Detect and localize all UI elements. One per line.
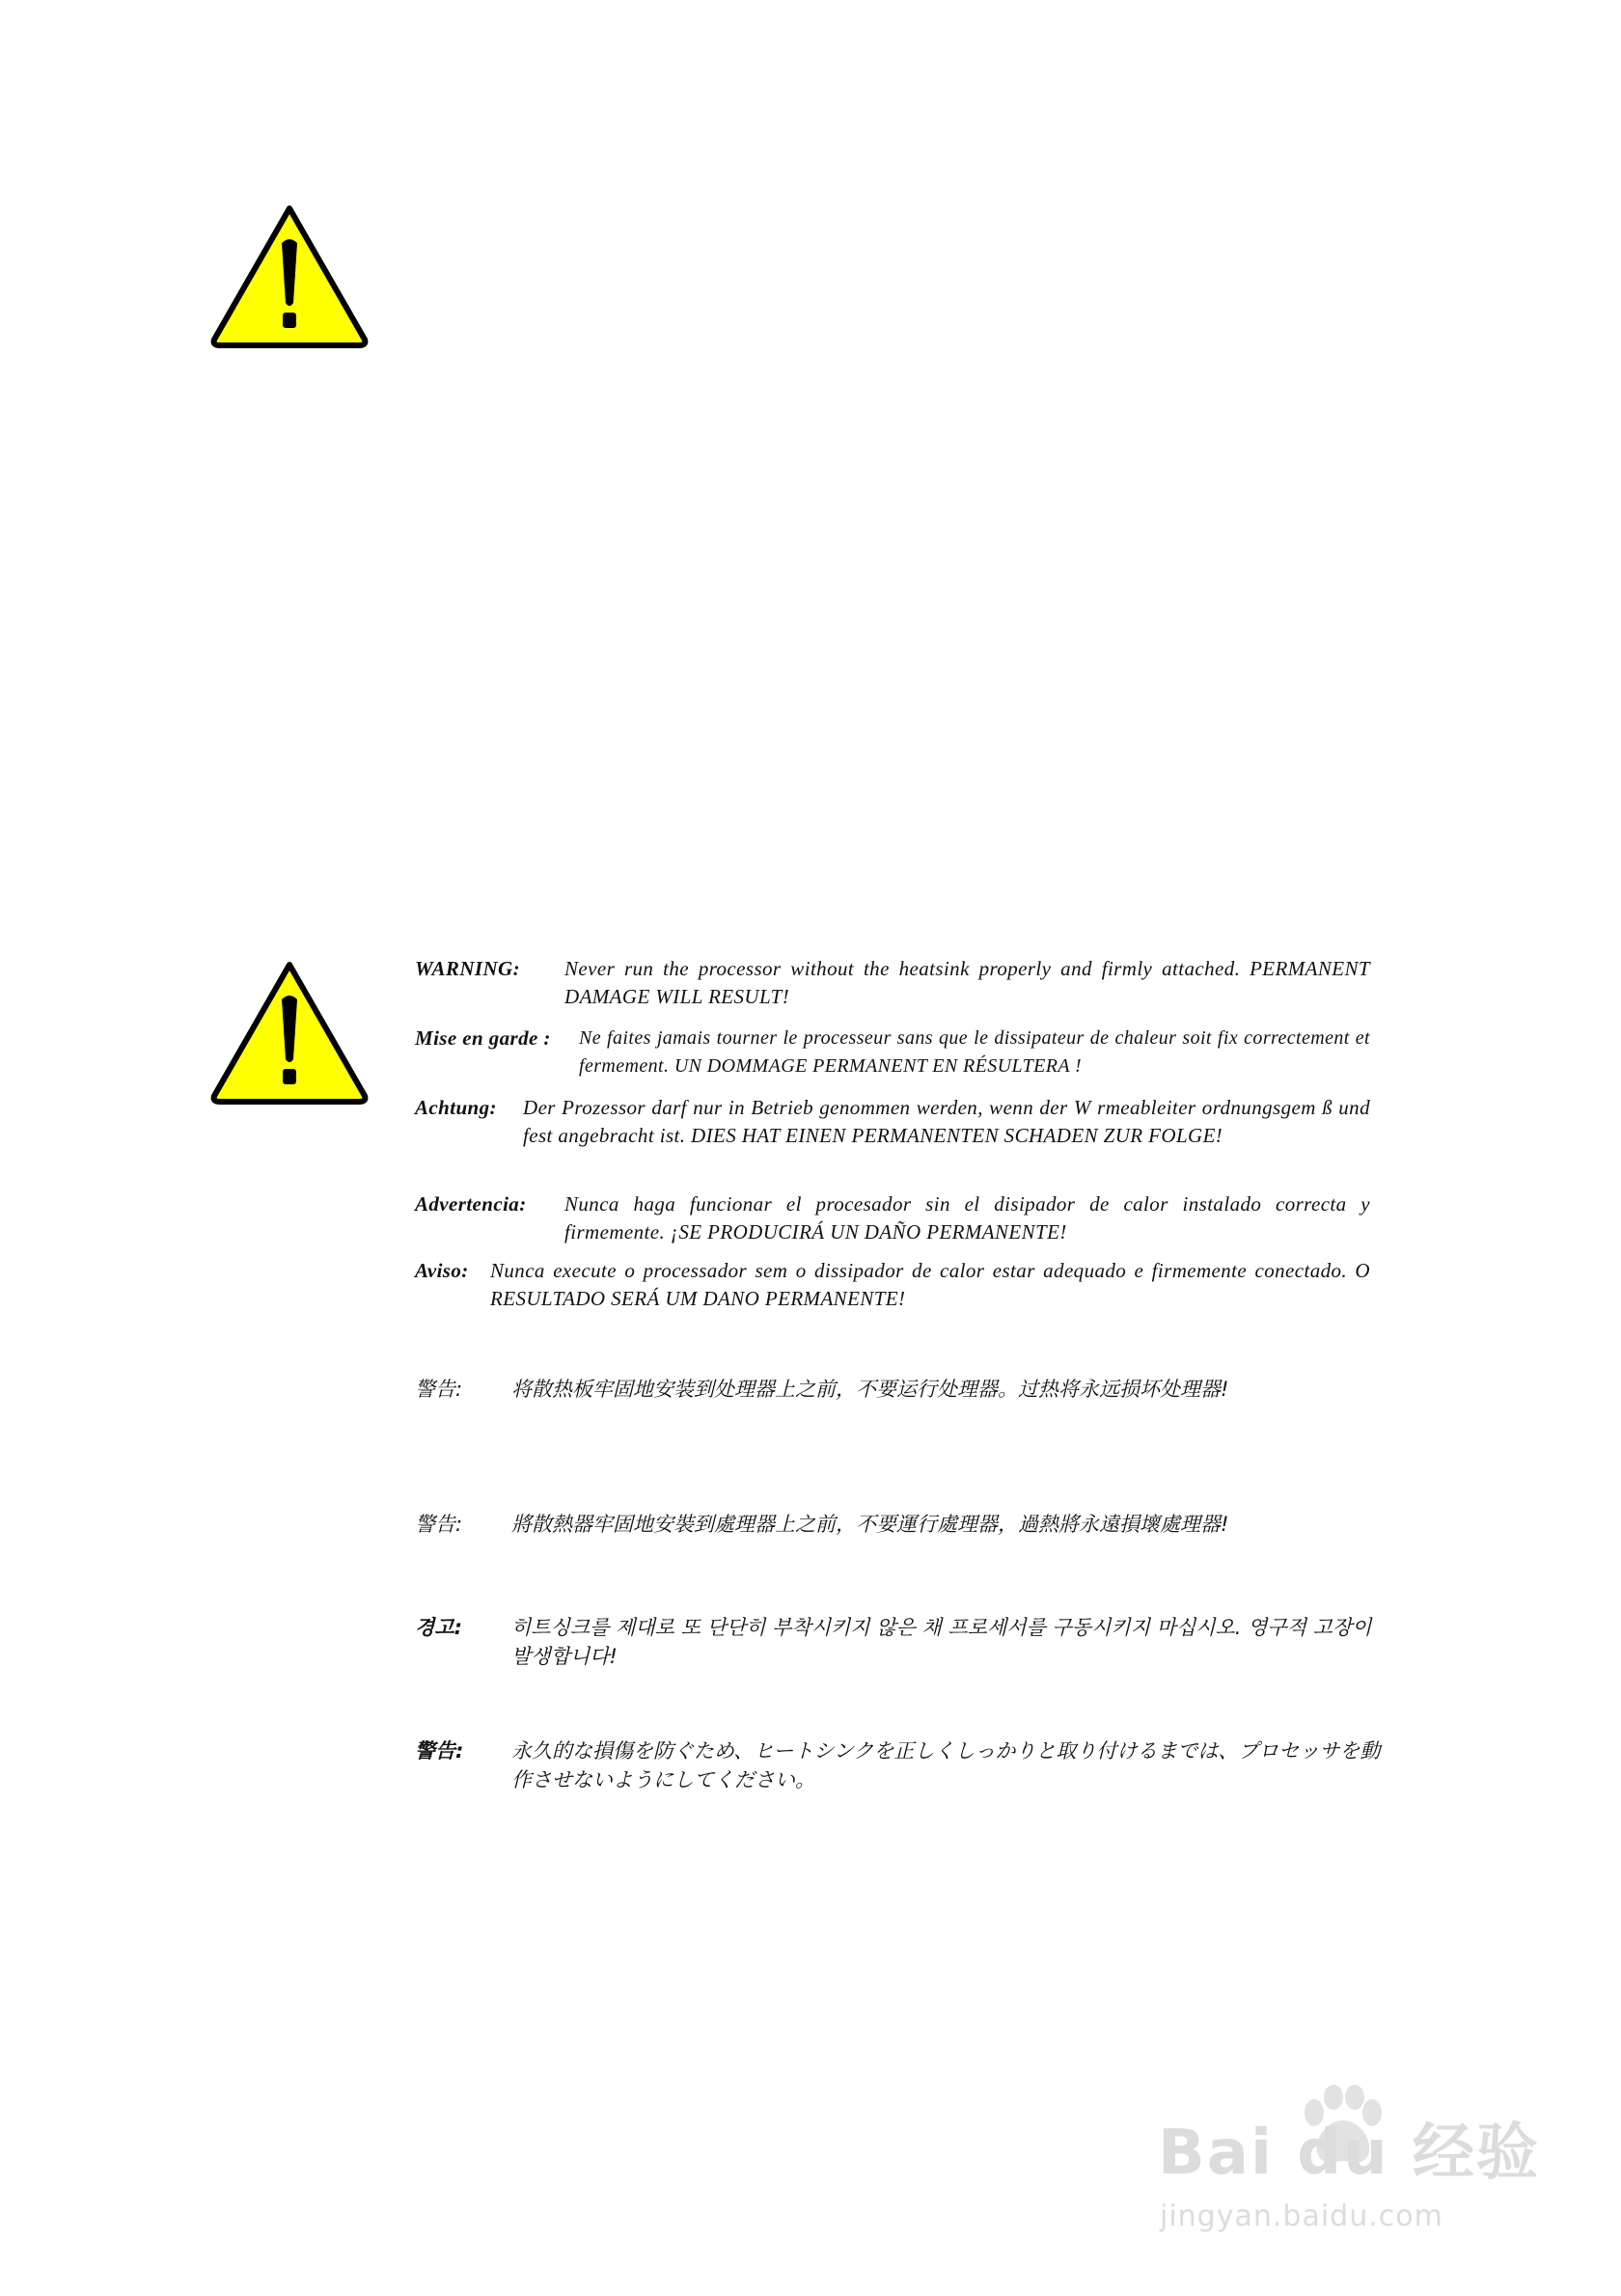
- warning-label: 警告:: [415, 1513, 463, 1536]
- warning-text: Nunca haga funcionar el procesador sin el disipador de calor instalado correcta y firmemente. ¡SE PRODUCIRÁ UN DAÑO PERMANENTE!: [564, 1192, 1370, 1244]
- watermark-logo-text: Bai du 经验: [1158, 2118, 1540, 2189]
- warning-text: Der Prozessor darf nur in Betrieb genommen werden, wenn der W rmeableiter ordnungsgem ß und fest angebracht ist. DIES HAT EINEN PERMANENTEN SCHADEN ZUR FOLGE!: [523, 1096, 1370, 1147]
- baidu-watermark: [1148, 2084, 1553, 2257]
- warning-label: 警告:: [415, 1739, 464, 1763]
- warning-text: 将散热板牢固地安装到处理器上之前，不要运行处理器。过热将永远损坏处理器!: [511, 1378, 1229, 1401]
- warning-label: WARNING:: [415, 957, 520, 980]
- warning-text: 히트싱크를 제대로 또 단단히 부착시키지 않은 채 프로세서를 구동시키지 마십시오. 영구적 고장이 발생합니다!: [511, 1616, 1372, 1668]
- warning-label: Achtung:: [415, 1096, 497, 1119]
- warning-label: 경고:: [415, 1616, 462, 1639]
- warning-label: Mise en garde :: [415, 1026, 551, 1050]
- warning-label: Advertencia:: [415, 1192, 527, 1216]
- warning-triangle-icon: [208, 203, 371, 349]
- warning-label: Aviso:: [415, 1259, 469, 1282]
- warning-label: 警告:: [415, 1378, 463, 1401]
- warning-text: Ne faites jamais tourner le processeur sans que le dissipateur de chaleur soit fix correctement et fermement. UN DOMMAGE PERMANENT EN RÉSULTERA !: [579, 1027, 1370, 1077]
- warning-text: 將散熱器牢固地安裝到處理器上之前，不要運行處理器，過熱將永遠損壞處理器!: [511, 1513, 1229, 1536]
- warning-triangle-icon: [208, 959, 371, 1106]
- watermark-url: jingyan.baidu.com: [1160, 2200, 1443, 2233]
- warning-text: Nunca execute o processador sem o dissipador de calor estar adequado e firmemente conectado. O RESULTADO SERÁ UM DANO PERMANENTE!: [490, 1259, 1370, 1310]
- warning-text: 永久的な損傷を防ぐため、ヒートシンクを正しくしっかりと取り付けるまでは、プロセッサを動作させないようにしてください。: [511, 1739, 1381, 1791]
- warning-text: Never run the processor without the heatsink properly and firmly attached. PERMANENT DAMAGE WILL RESULT!: [564, 957, 1370, 1008]
